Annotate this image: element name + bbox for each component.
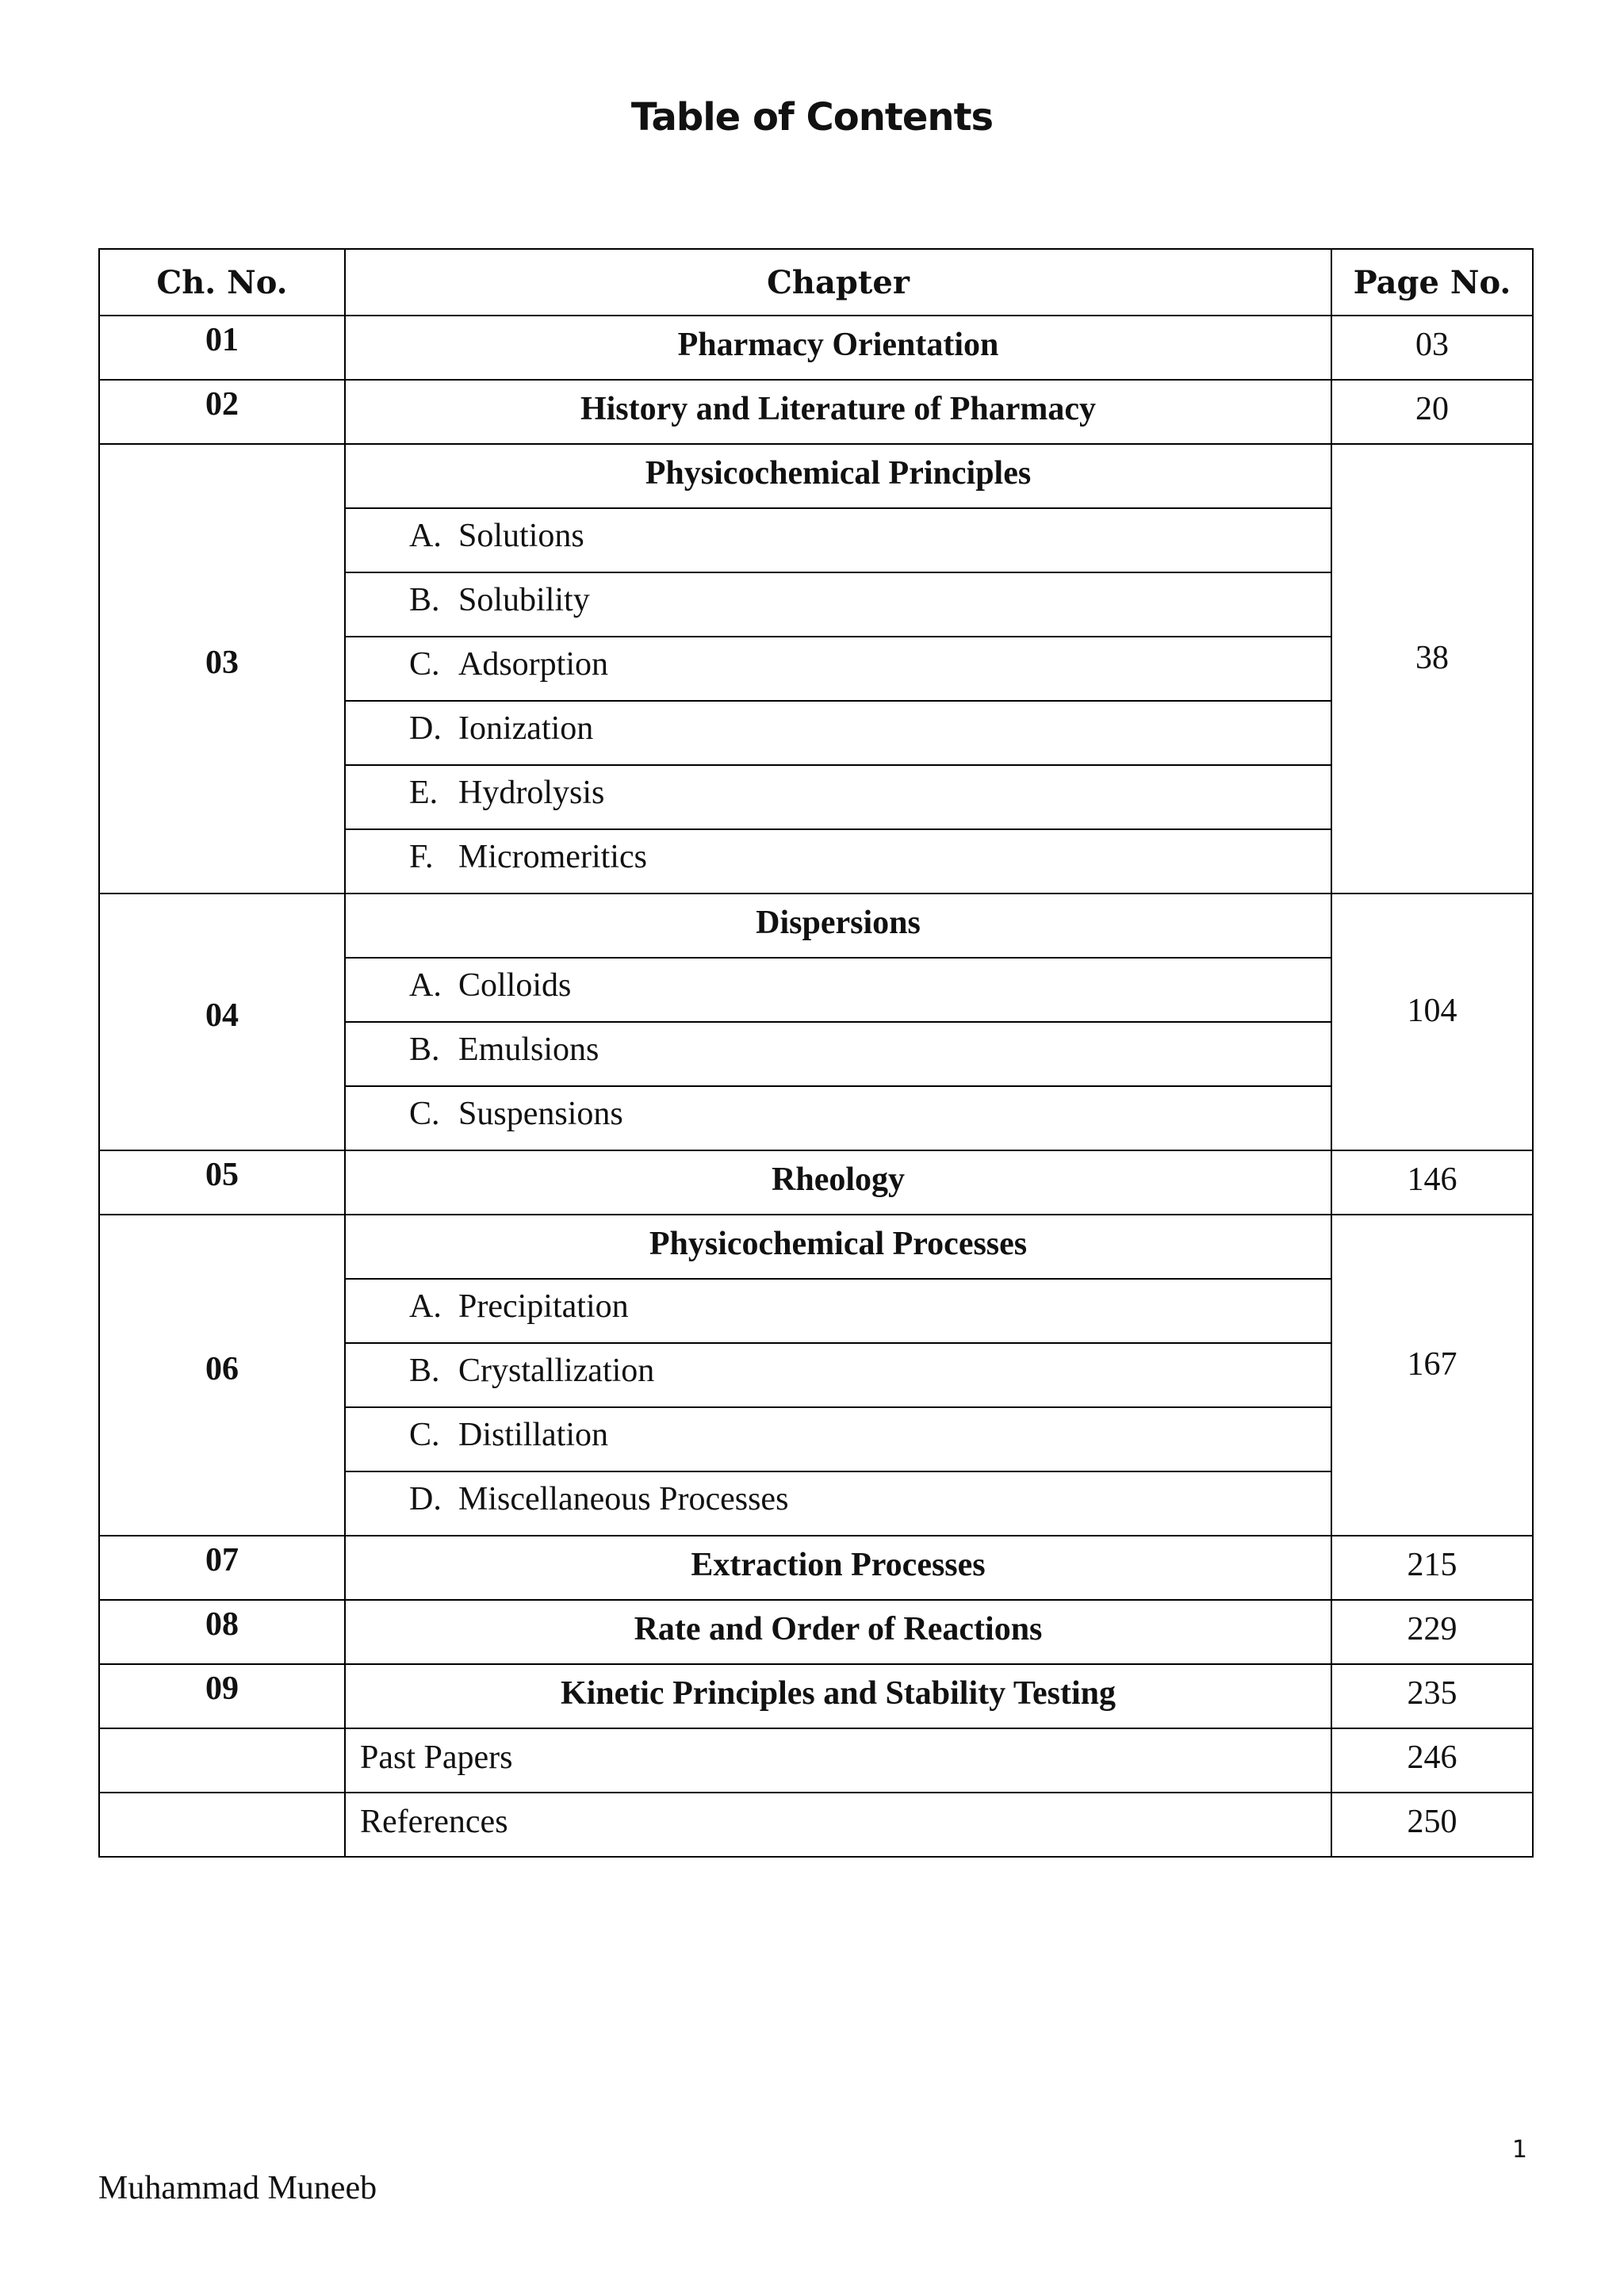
table-row [99, 1215, 1533, 1279]
chapter-title: Rate and Order of Reactions [345, 1600, 1331, 1664]
chapter-title: Kinetic Principles and Stability Testing [345, 1664, 1331, 1728]
table-row [99, 316, 1533, 380]
table-row [99, 1536, 1533, 1600]
chapter-number: 03 [99, 444, 345, 894]
table-row [99, 1150, 1533, 1215]
chapter-page: 167 [1331, 1215, 1533, 1536]
header-chapter: Chapter [345, 249, 1331, 316]
chapter-number: 06 [99, 1215, 345, 1536]
author-footer: Muhammad Muneeb [98, 2170, 377, 2206]
chapter-number: 07 [99, 1536, 345, 1600]
chapter-number: 01 [99, 316, 345, 380]
subtopic: B. Solubility [345, 572, 1331, 637]
chapter-page: 229 [1331, 1600, 1533, 1664]
chapter-page: 215 [1331, 1536, 1533, 1600]
toc-table [98, 248, 1534, 1858]
table-row [99, 894, 1533, 958]
subtopic: A. Colloids [345, 958, 1331, 1022]
subtopic: C. Distillation [345, 1407, 1331, 1471]
subtopic: B. Crystallization [345, 1343, 1331, 1407]
chapter-page: 20 [1331, 380, 1533, 444]
subtopic: B. Emulsions [345, 1022, 1331, 1086]
subtopic: E. Hydrolysis [345, 765, 1331, 829]
subtopic: D. Miscellaneous Processes [345, 1471, 1331, 1536]
chapter-page: 03 [1331, 316, 1533, 380]
chapter-page: 146 [1331, 1150, 1533, 1215]
chapter-number: 04 [99, 894, 345, 1150]
toc-header-row [99, 249, 1533, 316]
extra-page: 250 [1331, 1793, 1533, 1857]
chapter-title: Rheology [345, 1150, 1331, 1215]
empty-cell [99, 1728, 345, 1793]
chapter-title: Dispersions [345, 894, 1331, 958]
subtopic: A. Precipitation [345, 1279, 1331, 1343]
extra-page: 246 [1331, 1728, 1533, 1793]
chapter-number: 09 [99, 1664, 345, 1728]
subtopic: F. Micromeritics [345, 829, 1331, 894]
chapter-number: 05 [99, 1150, 345, 1215]
table-row [99, 1600, 1533, 1664]
chapter-number: 02 [99, 380, 345, 444]
table-row [99, 1664, 1533, 1728]
page-title: Table of Contents [630, 95, 994, 140]
empty-cell [99, 1793, 345, 1857]
chapter-title: Pharmacy Orientation [345, 316, 1331, 380]
chapter-title: History and Literature of Pharmacy [345, 380, 1331, 444]
subtopic: C. Adsorption [345, 637, 1331, 701]
chapter-page: 104 [1331, 894, 1533, 1150]
header-page-no: Page No. [1331, 249, 1533, 316]
header-ch-no: Ch. No. [99, 249, 345, 316]
page-number: 1 [1511, 2136, 1527, 2164]
chapter-title: Physicochemical Processes [345, 1215, 1331, 1279]
table-row [99, 1793, 1533, 1857]
chapter-title: Physicochemical Principles [345, 444, 1331, 508]
extra-title: Past Papers [345, 1728, 1331, 1793]
table-row [99, 380, 1533, 444]
subtopic: D. Ionization [345, 701, 1331, 765]
chapter-page: 38 [1331, 444, 1533, 894]
chapter-title: Extraction Processes [345, 1536, 1331, 1600]
subtopic: C. Suspensions [345, 1086, 1331, 1150]
chapter-page: 235 [1331, 1664, 1533, 1728]
table-row [99, 1728, 1533, 1793]
table-row [99, 444, 1533, 508]
subtopic: A. Solutions [345, 508, 1331, 572]
extra-title: References [345, 1793, 1331, 1857]
chapter-number: 08 [99, 1600, 345, 1664]
